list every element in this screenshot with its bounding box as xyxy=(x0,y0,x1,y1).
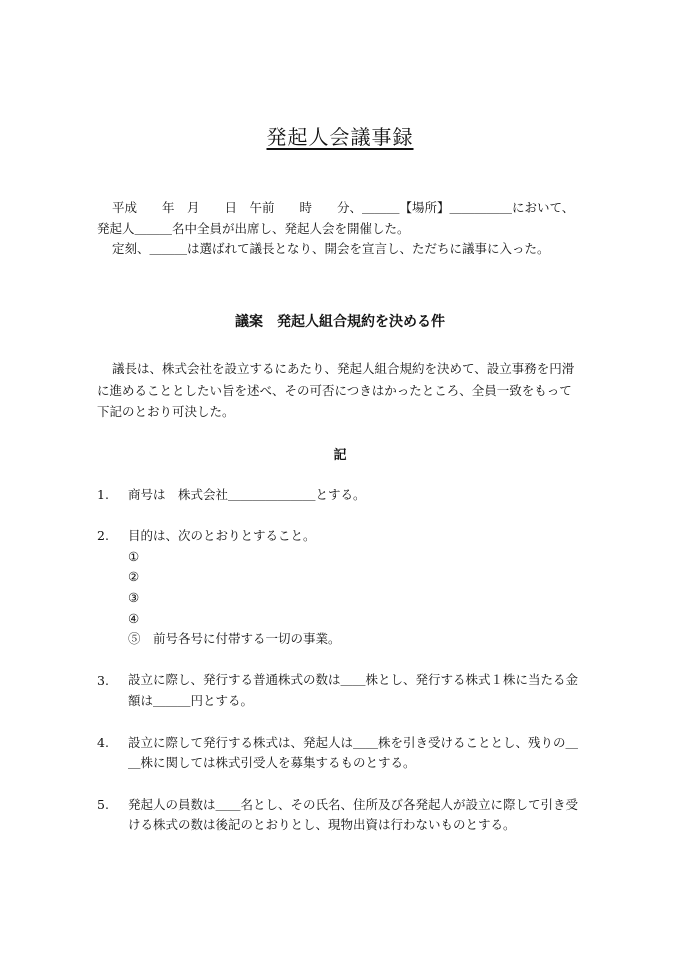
item-text-line: 目的は、次のとおりとすること。 xyxy=(128,528,316,543)
item-text-line: 商号は 株式会社＿＿＿＿＿＿＿とする。 xyxy=(128,487,366,502)
item-text-line: 設立に際して発行する株式は、発起人は＿＿株を引き受けることとし、残りの＿ xyxy=(128,735,579,750)
document-title: 発起人会議事録 xyxy=(266,125,414,149)
intro-line-2: 発起人＿＿＿名中全員が出席し、発起人会を開催した。 xyxy=(97,221,410,236)
sub-item: ② xyxy=(128,569,140,584)
item-text-line: 発起人の員数は＿＿名とし、その氏名、住所及び各発起人が設立に際して引き受 xyxy=(128,797,579,812)
item-number: 3. xyxy=(97,673,109,688)
sub-item: ④ xyxy=(128,611,140,626)
item-number: 2. xyxy=(97,528,109,543)
ki-heading: 記 xyxy=(333,448,347,463)
agenda-title: 議案 発起人組合規約を決める件 xyxy=(235,314,445,330)
agenda-body-line-3: 下記のとおり可決した。 xyxy=(97,404,235,419)
sub-item: ① xyxy=(128,549,140,564)
item-number: 1. xyxy=(97,487,109,502)
item-number: 4. xyxy=(97,735,109,750)
item-text-line: ける株式の数は後記のとおりとし、現物出資は行わないものとする。 xyxy=(128,817,516,832)
intro-line-3: 定刻、＿＿＿は選ばれて議長となり、開会を宣言し、ただちに議事に入った。 xyxy=(112,241,550,256)
agenda-body-line-1: 議長は、株式会社を設立するにあたり、発起人組合規約を決めて、設立事務を円滑 xyxy=(112,361,575,376)
item-text-line: ＿株に関しては株式引受人を募集するものとする。 xyxy=(128,755,416,770)
item-text-line: 額は＿＿＿円とする。 xyxy=(128,693,254,708)
agenda-body-line-2: に進めることとしたい旨を述べ、その可否につきはかったところ、全員一致をもって xyxy=(97,383,572,398)
intro-line-1: 平成 年 月 日 午前 時 分、＿＿＿【場所】＿＿＿＿＿において、 xyxy=(112,200,575,215)
sub-item: ⑤ 前号各号に付帯する一切の事業。 xyxy=(128,631,341,646)
item-number: 5. xyxy=(97,797,109,812)
item-text-line: 設立に際し、発行する普通株式の数は＿＿株とし、発行する株式１株に当たる金 xyxy=(128,672,579,687)
sub-item: ③ xyxy=(128,590,140,605)
